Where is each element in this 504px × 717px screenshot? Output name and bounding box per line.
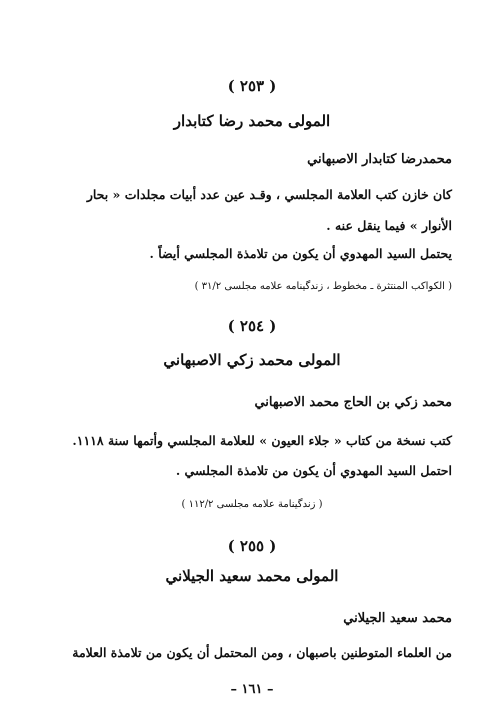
entry-number: ( ٢٥٥ ) bbox=[227, 537, 277, 555]
entry-source: ( زندگينامة علامه مجلسى ١١٢/٢ ) bbox=[181, 499, 323, 510]
entry-source: ( الكواكب المنتثرة ـ مخطوط ، زندگينامه علامه مجلسى ٣١/٢ ) bbox=[194, 281, 452, 292]
entry-name: محمد سعيد الجيلاني bbox=[343, 611, 452, 626]
page-number: – ١٦١ – bbox=[230, 682, 274, 697]
entry-text-line: من العلماء المتوطنين باصبهان ، ومن المحتمل أن يكون من تلامذة العلامة bbox=[72, 645, 452, 660]
entry-name: محمد زكي بن الحاج محمد الاصبهاني bbox=[254, 395, 452, 410]
entry-text-line: يحتمل السيد المهدوي أن يكون من تلامذة المجلسي أيضاً . bbox=[149, 246, 452, 261]
entry-number: ( ٢٥٤ ) bbox=[227, 317, 277, 335]
entry-text-line: كتب نسخة من كتاب « جلاء العيون » للعلامة المجلسي وأتمها سنة ١١١٨. bbox=[72, 433, 452, 448]
entry-name: محمدرضا كتابدار الاصبهاني bbox=[307, 152, 452, 167]
entry-text-line: الأنوار » فيما ينقل عنه . bbox=[326, 218, 452, 233]
entry-text-line: احتمل السيد المهدوي أن يكون من تلامذة المجلسي . bbox=[175, 463, 452, 478]
entry-number: ( ٢٥٣ ) bbox=[227, 77, 277, 95]
entry-text-line: كان خازن كتب العلامة المجلسي ، وقـد عين عدد أبيات مجلدات « بحار bbox=[86, 187, 452, 202]
entry-title: المولى محمد رضا كتابدار bbox=[173, 112, 331, 130]
entry-title: المولى محمد سعيد الجيلاني bbox=[165, 567, 339, 585]
entry-title: المولى محمد زكي الاصبهاني bbox=[163, 351, 341, 369]
